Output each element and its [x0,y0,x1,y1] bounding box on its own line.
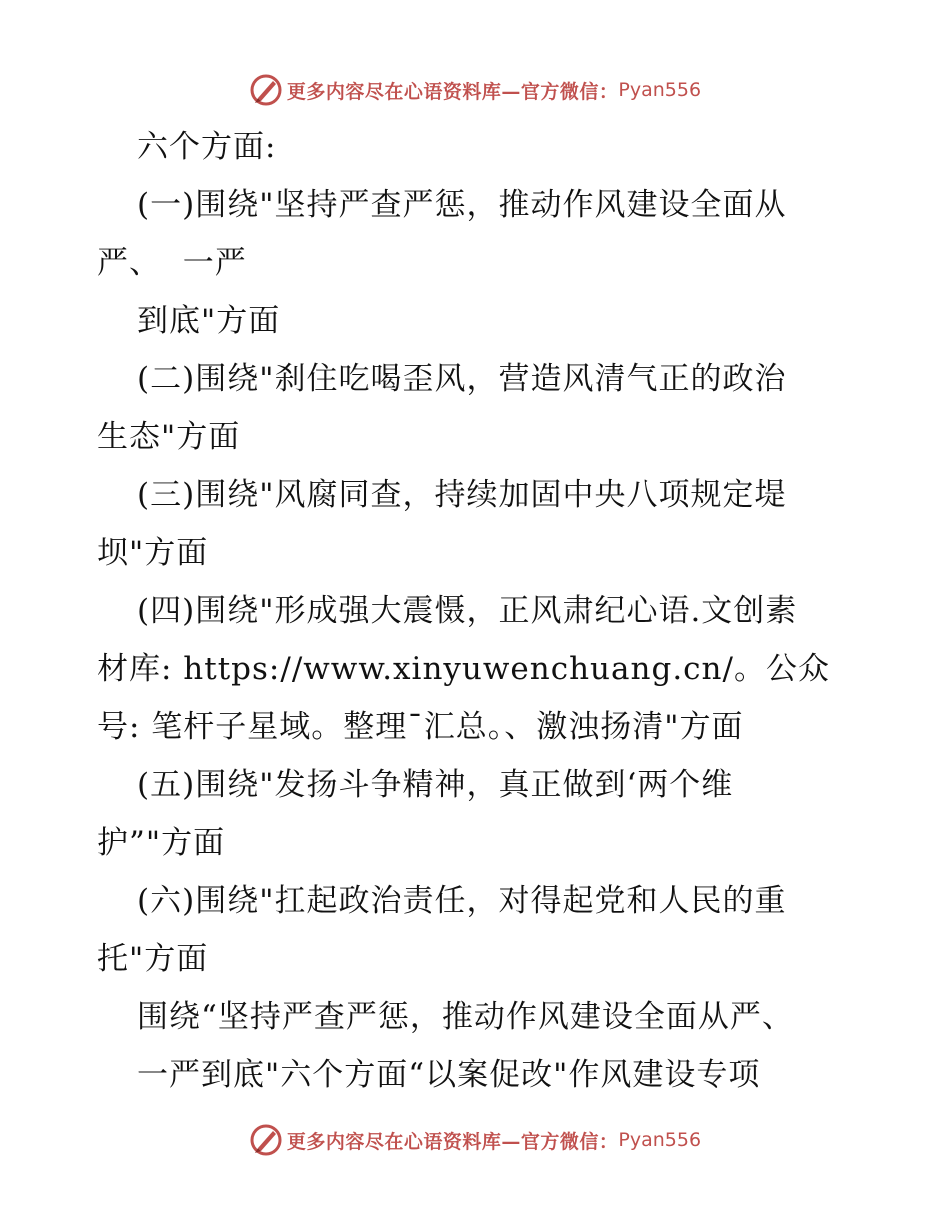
body-line: 坝"方面 [97,535,209,571]
body-line: 材库: https://www.xinyuwenchuang.cn/。公众 [97,651,830,687]
body-line: 托"方面 [97,941,209,977]
body-line: 生态"方面 [97,419,241,455]
pen-logo-icon [249,73,283,107]
header-banner [0,70,950,110]
pen-logo-icon [249,1123,283,1157]
body-line: 严、 一严 [97,245,247,281]
body-line: 护”"方面 [97,825,226,861]
footer-banner-text: 更多内容尽在心语资料库—官方微信： [286,1130,619,1153]
body-line: 六个方面: [137,129,277,165]
header-banner-id: Pyan556 [618,79,702,101]
footer-banner-id: Pyan556 [618,1129,702,1151]
body-line: (一)围绕"坚持严查严惩，推动作风建设全面从 [137,187,787,223]
body-line: (三)围绕"风腐同查，持续加固中央八项规定堤 [137,477,787,513]
body-line: 号: 笔杆子星域。整理¯汇总。、激浊扬清"方面 [97,709,744,745]
body-line: (五)围绕"发扬斗争精神，真正做到‘两个维 [137,767,734,803]
body-line: (六)围绕"扛起政治责任，对得起党和人民的重 [137,883,787,919]
body-line: (四)围绕"形成强大震慑，正风肃纪心语.文创素 [137,593,798,629]
body-line: 一严到底"六个方面“以案促改"作风建设专项 [137,1057,761,1093]
body-line: (二)围绕"刹住吃喝歪风，营造风清气正的政治 [137,361,787,397]
document-body [97,118,867,1104]
body-line: 围绕“坚持严查严惩，推动作风建设全面从严、 [137,999,794,1035]
footer-banner [0,1120,950,1160]
header-banner-text: 更多内容尽在心语资料库—官方微信： [286,80,619,103]
body-line: 到底"方面 [137,303,281,339]
